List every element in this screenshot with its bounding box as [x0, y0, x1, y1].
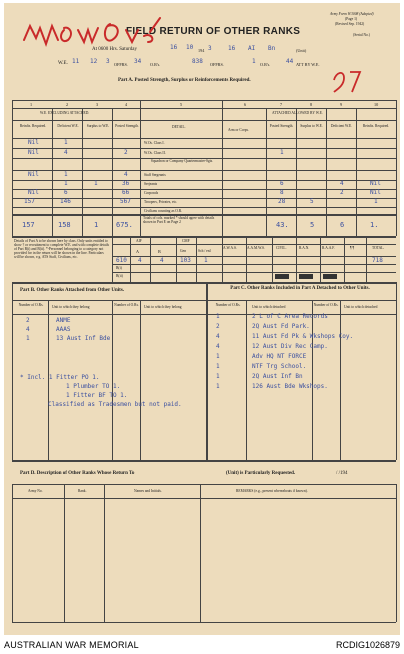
- cell: 1: [280, 149, 284, 156]
- cell: Nil: [28, 149, 39, 156]
- part-c-head-n2: Number of O.Rs.: [313, 303, 339, 307]
- part-d-title-a: Part D. Description of Other Ranks Whose Return To: [20, 471, 135, 476]
- head-arm: Arm or Corps.: [228, 128, 249, 132]
- head-r-surplus: Surplus to W.E.: [300, 124, 323, 128]
- part-c-unit: 12 Aust Div Rec Camp.: [252, 343, 328, 350]
- serial-no: (Serial No.): [353, 33, 370, 37]
- cell: 6: [64, 189, 68, 196]
- col-num-4: 4: [125, 102, 128, 107]
- part-d-head-rank: Rank.: [78, 489, 87, 493]
- part-c-unit: 2 L of C Area Records: [252, 313, 328, 320]
- col-num-8: 8: [310, 102, 313, 107]
- part-b-n: 1: [26, 335, 30, 342]
- we-v6: 1: [252, 58, 256, 65]
- head-detail: DETAIL.: [172, 125, 186, 129]
- part-d-head-names: Names and Initials.: [134, 489, 162, 493]
- mini-total: 718: [372, 257, 383, 264]
- mini-row-bii: B(ii): [116, 274, 123, 278]
- cell: 1: [64, 180, 68, 187]
- ors-label: O.R's.: [150, 62, 161, 67]
- part-c-n: 2: [216, 323, 220, 330]
- mini-sub-b: B: [158, 249, 161, 254]
- offrs2-label: OFFRS.: [210, 62, 224, 67]
- part-c-n: 4: [216, 333, 220, 340]
- redaction-block: [323, 274, 337, 279]
- unit-label: (Unit): [296, 48, 307, 53]
- part-b-n: 4: [26, 326, 30, 333]
- cell: 5: [310, 198, 314, 205]
- part-c-unit: 126 Aust Bde Wkshops.: [252, 383, 328, 390]
- part-b-head-u2: Unit to which they belong: [144, 305, 182, 309]
- col-num-5: 5: [180, 102, 183, 107]
- part-b-note: 1 Fitter BF TO 1.: [66, 392, 128, 399]
- part-c-n: 1: [216, 373, 220, 380]
- mini-v2: 4: [138, 257, 142, 264]
- cell: 4: [340, 180, 344, 187]
- cell: 66: [122, 189, 130, 196]
- cell: 8: [280, 189, 284, 196]
- mini-head-aamws: A.A.M.W.S.: [247, 246, 265, 250]
- cell: 4: [124, 171, 128, 178]
- mini-head-aif: AIF: [136, 239, 142, 243]
- part-b-head-n1: Number of O.Rs.: [18, 303, 44, 307]
- part-b-note: 1 Plumber TO 1.: [66, 383, 121, 390]
- mini-sub-a: A: [136, 249, 140, 254]
- head-r-reinfts: Reinfts. Required.: [362, 124, 390, 128]
- row-label: Serjeants: [144, 182, 158, 186]
- mini-head-civil: CIVIL.: [276, 246, 287, 250]
- cell: 1: [64, 139, 68, 146]
- part-c-n: 1: [216, 383, 220, 390]
- form-title: FIELD RETURN OF OTHER RANKS: [126, 26, 301, 37]
- mini-head-other: ¶ ¶: [350, 246, 355, 250]
- left-group-head: W.E. EXCLUDING ATTACHED.: [40, 111, 90, 115]
- part-c-unit: 2Q Aust Inf Bn: [252, 373, 303, 380]
- cell: 2: [124, 149, 128, 156]
- form-id-line2: (Page 1): [345, 17, 358, 21]
- part-c-head-u2: Unit to which detached: [344, 305, 378, 309]
- row-label: Troopers, Privates, etc.: [144, 200, 178, 204]
- part-a-title: Part A. Posted Strength, Surplus or Reinforcements Required.: [118, 78, 251, 83]
- col-num-2: 2: [66, 102, 69, 107]
- row-label: W.Os. Class I.: [144, 141, 165, 145]
- cell: 146: [60, 198, 71, 205]
- we-v3: 3: [106, 58, 110, 65]
- part-b-head-n2: Number of O.Rs.: [114, 303, 139, 307]
- part-b-title: Part B. Other Ranks Attached from Other Units.: [20, 288, 125, 293]
- mini-sub-gen: Gen: [180, 249, 186, 253]
- cell: 1: [64, 171, 68, 178]
- cell: Nil: [370, 189, 381, 196]
- part-c-head-n1: Number of O.Rs.: [215, 303, 241, 307]
- redaction-block: [299, 274, 313, 279]
- part-b-head-u1: Unit to which they belong: [52, 305, 90, 309]
- cell: 1: [94, 221, 99, 229]
- cell: 36: [122, 180, 130, 187]
- form-id-line3: (Revised Sep. 1942): [335, 22, 365, 26]
- cell: 158: [58, 221, 71, 229]
- totals-label: Totals of cols. marked * should agree with details shown in Part E on Page 2: [143, 216, 215, 224]
- cell: 675.: [116, 221, 133, 229]
- part-b-unit: ANME: [56, 317, 71, 324]
- part-c-n: 1: [216, 313, 220, 320]
- head-posted: Posted Strength.: [115, 124, 139, 128]
- cell: Nil: [28, 171, 39, 178]
- footer-right: RCDIG1026879: [335, 640, 400, 650]
- unit-bn: Bn: [268, 45, 276, 52]
- part-d-head-remarks: REMARKS (e.g., present whereabouts if known).: [236, 489, 308, 493]
- cell: 157: [22, 221, 35, 229]
- head-reinfts: Reinfts. Required.: [19, 124, 47, 128]
- right-group-head: ATTACHED ALLOWED BY W.E.: [272, 111, 323, 115]
- mini-head-ran: R.A.N.: [299, 246, 310, 250]
- part-c-n: 4: [216, 343, 220, 350]
- cell: 43.: [276, 221, 289, 229]
- head-surplus: Surplus to W.E.: [86, 124, 110, 128]
- cell: Nil: [28, 189, 39, 196]
- row-label: Squadron or Company Quartermaster-Sgts.: [150, 159, 214, 163]
- unit-ai: AI: [248, 45, 256, 52]
- we-v2: 12: [90, 58, 98, 65]
- cell: Nil: [370, 180, 381, 187]
- col-num-7: 7: [280, 102, 283, 107]
- cell: 5: [310, 221, 315, 229]
- date-day: 16: [170, 44, 178, 51]
- head-deficient: Deficient W.E.: [57, 124, 79, 128]
- cell: 2: [340, 189, 344, 196]
- mini-v5: 1: [204, 257, 208, 264]
- head-r-deficient: Deficient W.E.: [330, 124, 353, 128]
- offrs-label: OFFRS.: [114, 62, 128, 67]
- row-label: Staff Sergeants: [144, 173, 166, 177]
- part-c-head-u1: Unit to which detached: [252, 305, 286, 309]
- we-v5: 838: [192, 58, 203, 65]
- part-b-note: * Incl. 1 Fitter PO 1.: [20, 374, 100, 381]
- we-v7: 44: [286, 58, 294, 65]
- row-label: Corporals: [144, 191, 159, 195]
- cell: 6: [280, 180, 284, 187]
- col-num-9: 9: [340, 102, 343, 107]
- row-label: Civilians counting as O.R.: [144, 209, 183, 213]
- cell: 1: [94, 180, 98, 187]
- cell: 4: [64, 149, 68, 156]
- archive-footer: [0, 636, 404, 654]
- at-hrs-label: At 0600 Hrs. Saturday: [92, 47, 137, 52]
- col-num-1: 1: [30, 102, 33, 107]
- part-c-unit: NTF Trg School.: [252, 363, 307, 370]
- date-month: 10: [186, 44, 194, 51]
- part-d-date: / /194: [336, 471, 348, 476]
- part-c-unit: 11 Aust Fd Pk & Wkshops Coy.: [252, 333, 354, 340]
- mini-head-awas: A.W.A.S.: [223, 246, 237, 250]
- part-c-n: 1: [216, 363, 220, 370]
- part-b-unit: 13 Aust Inf Bde: [56, 335, 111, 342]
- part-c-unit: 2Q Aust Fd Park.: [252, 323, 310, 330]
- attd-label: ATT BY W.E.: [296, 62, 320, 67]
- footer-left: AUSTRALIAN WAR MEMORIAL: [4, 640, 139, 650]
- part-b-note: Classified as Tradesmen but not paid.: [48, 401, 182, 408]
- mini-head-total: TOTAL.: [372, 246, 385, 250]
- mini-v4: 103: [180, 257, 191, 264]
- mini-head-raaf: R.A.A.F.: [322, 246, 335, 250]
- cell: 1: [374, 198, 378, 205]
- mini-row-bi: B(i): [116, 266, 122, 270]
- cell: Nil: [28, 139, 39, 146]
- part-d-head-armyno: Army No.: [28, 489, 43, 493]
- head-r-posted: Posted Strength.: [269, 124, 294, 128]
- cell: 6: [340, 221, 345, 229]
- year-digit: 3: [208, 45, 212, 52]
- col-num-6: 6: [244, 102, 247, 107]
- we-label: W.E.: [58, 61, 68, 66]
- part-c-n: 1: [216, 353, 220, 360]
- mini-v1: 610: [116, 257, 127, 264]
- cell: 567: [120, 198, 131, 205]
- redaction-block: [275, 274, 289, 279]
- we-v4: 34: [134, 58, 142, 65]
- ors2-label: O.R's.: [260, 62, 271, 67]
- form-id-line1: Army Form W.3008 (Adapted): [330, 12, 374, 16]
- mini-v3: 4: [160, 257, 164, 264]
- part-c-unit: Adv HQ NT FORCE: [252, 353, 307, 360]
- cell: 1.: [370, 221, 379, 229]
- mini-sub-sch: Sch / enl: [198, 249, 211, 253]
- year-prefix: 194: [198, 48, 205, 53]
- mini-head-cmf: CMF: [182, 239, 190, 243]
- part-c-title: Part C. Other Ranks Included in Part A Detached to Other Units.: [230, 286, 370, 291]
- part-b-n: 2: [26, 317, 30, 324]
- we-v1: 11: [72, 58, 80, 65]
- cell: 157: [24, 198, 35, 205]
- col-num-3: 3: [96, 102, 99, 107]
- row-label: W.Os. Class II.: [144, 151, 166, 155]
- cell: 28: [278, 198, 286, 205]
- part-d-title-b: (Unit) is Particularly Requested.: [226, 471, 296, 476]
- part-b-unit: AAAS: [56, 326, 71, 333]
- col-num-10: 10: [374, 102, 379, 107]
- unit-number: 16: [228, 45, 236, 52]
- instructions-block: Details of Part A to be shown here by class. Only units entitled to show † or recruitment to complete W.E. and with complete details of Part B(i) and B(ii). *-Personnel belonging to a category not provided for in the return will be shown in the line. Particulars will be shown, e.g. ATS Staff, Civilians, etc.: [14, 239, 110, 259]
